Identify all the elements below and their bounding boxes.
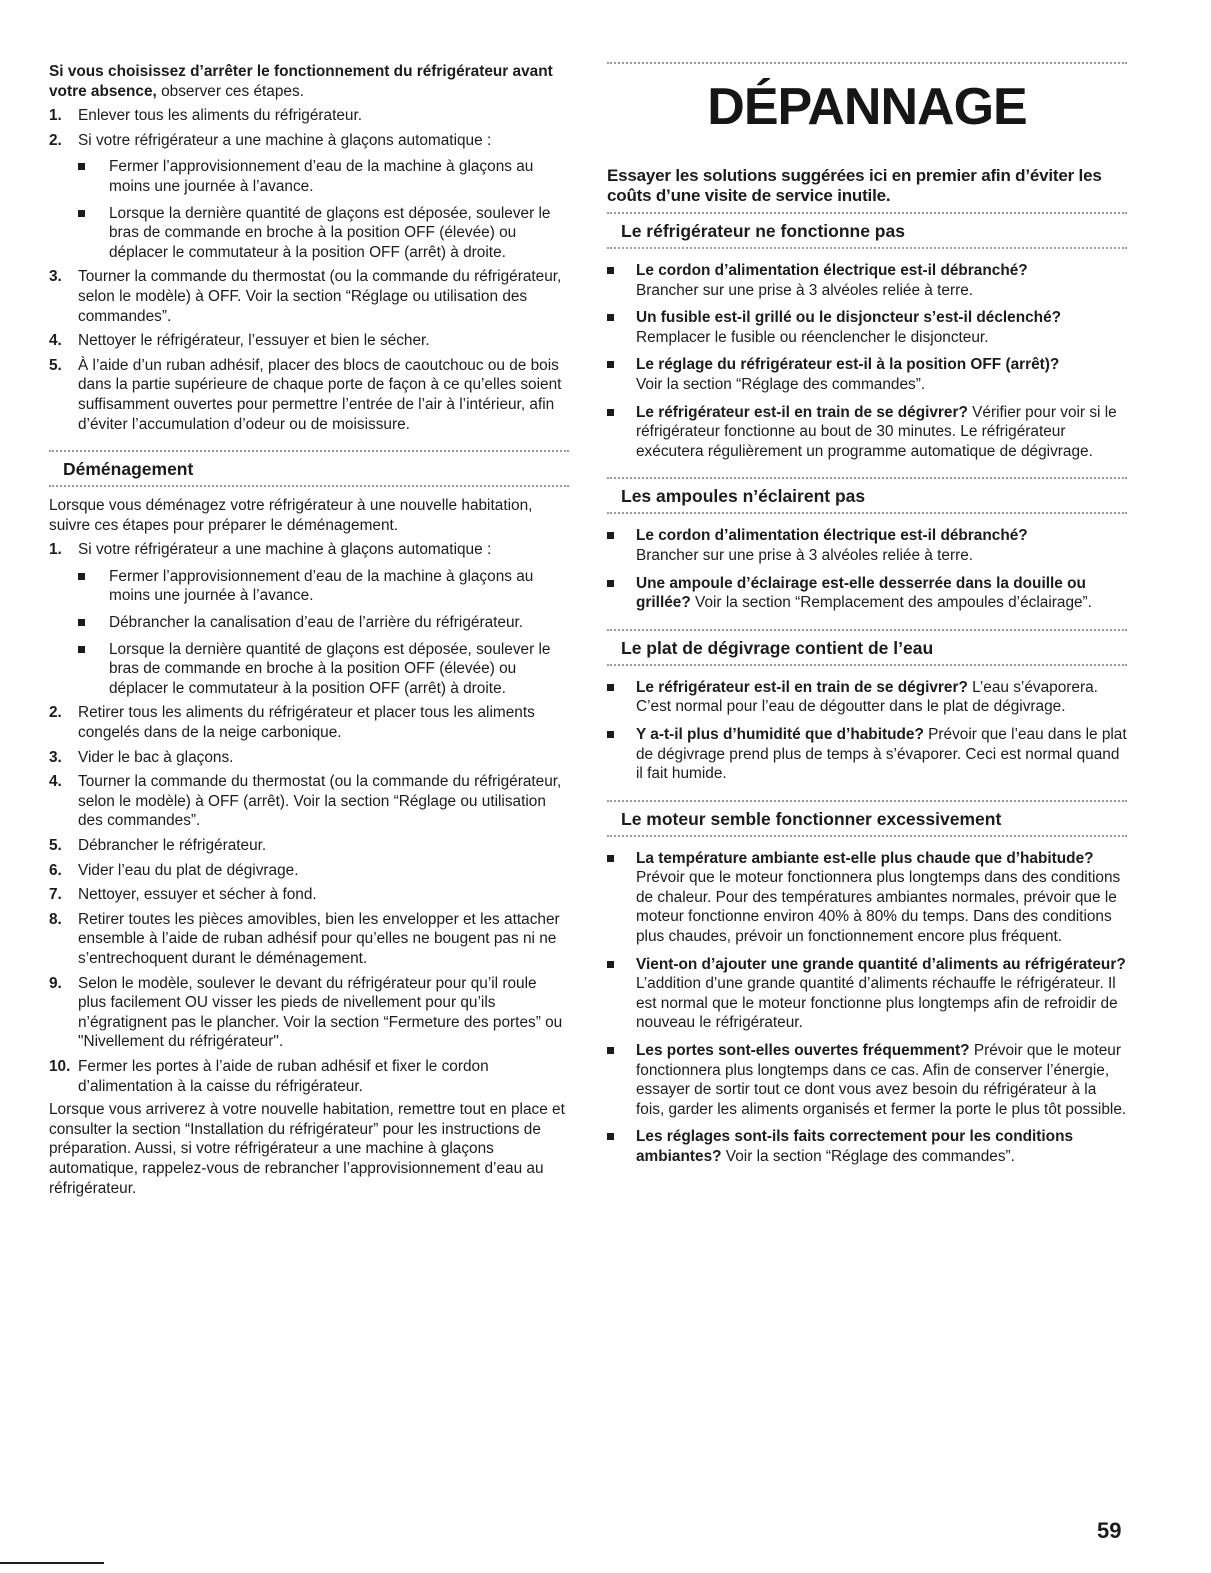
bullet-square bbox=[607, 532, 614, 539]
numbered-step bbox=[49, 331, 569, 351]
step-text: Débrancher le réfrigérateur. bbox=[78, 837, 267, 854]
question-text: Le réfrigérateur est-il en train de se dégivrer? bbox=[636, 403, 968, 421]
step-number: 9. bbox=[49, 974, 62, 992]
troubleshooting-item bbox=[607, 725, 1127, 784]
left-column bbox=[49, 62, 569, 1198]
numbered-step bbox=[49, 974, 569, 1052]
numbered-step bbox=[49, 540, 569, 698]
step-number: 4. bbox=[49, 773, 62, 791]
step-text: À l’aide d’un ruban adhésif, placer des blocs de caoutchouc ou de bois dans la partie supérieure de chaque porte de façon à ce qu’elles soient suffisamment ouvertes pour permettre l’entrée de l’air à l’intérieur, afin d’éviter l’accumulation d’odeur ou de moisissure. bbox=[78, 356, 562, 433]
bullet-square bbox=[607, 314, 614, 321]
bullet-square bbox=[607, 409, 614, 416]
bullet-square bbox=[607, 580, 614, 587]
answer-text: Prévoir que l’eau dans le plat de dégivrage prend plus de temps à s’évaporer. Ceci est normal quand il fait humide. bbox=[636, 725, 1127, 783]
step-number: 2. bbox=[49, 131, 62, 149]
question-text: Vient-on d’ajouter une grande quantité d’aliments au réfrigérateur? bbox=[636, 955, 1126, 973]
step-number: 8. bbox=[49, 910, 62, 928]
step-number: 1. bbox=[49, 541, 62, 559]
bullet-square bbox=[607, 1133, 614, 1140]
section-divider bbox=[607, 512, 1127, 514]
answer-text: Brancher sur une prise à 3 alvéoles reliée à terre. bbox=[636, 281, 974, 299]
bullet-square bbox=[607, 1047, 614, 1054]
question-text: Les portes sont-elles ouvertes fréquemment? bbox=[636, 1042, 970, 1060]
step-number: 2. bbox=[49, 704, 62, 722]
moving-section-title: Déménagement bbox=[63, 459, 194, 480]
step-number: 10. bbox=[49, 1057, 71, 1075]
step-number: 4. bbox=[49, 332, 62, 350]
troubleshooting-item bbox=[607, 955, 1127, 1033]
sub-list-item: Fermer l’approvisionnement d’eau de la machine à glaçons au moins une journée à l’avance. bbox=[78, 567, 569, 606]
numbered-step bbox=[49, 131, 569, 263]
question-text: Un fusible est-il grillé ou le disjoncteur s’est-il déclenché? bbox=[636, 309, 1062, 327]
numbered-step bbox=[49, 885, 569, 905]
step-text: Vider le bac à glaçons. bbox=[78, 748, 234, 766]
bullet-square bbox=[607, 855, 614, 862]
sub-list-item: Débrancher la canalisation d’eau de l’arrière du réfrigérateur. bbox=[78, 613, 569, 633]
numbered-step bbox=[49, 910, 569, 969]
step-text: Nettoyer le réfrigérateur, l’essuyer et bien le sécher. bbox=[78, 332, 430, 350]
question-text: Le cordon d’alimentation électrique est-il débranché? bbox=[636, 527, 1028, 545]
troubleshooting-item bbox=[607, 1041, 1127, 1119]
question-text: Y a-t-il plus d’humidité que d’habitude? bbox=[636, 725, 924, 743]
section-divider bbox=[607, 664, 1127, 666]
answer-text: L’addition d’une grande quantité d’aliments réchauffe le réfrigérateur. Il est normal que le moteur fonctionne plus longtemps afin de refroidir de nouveau le réfrigérateur. bbox=[636, 975, 1118, 1032]
question-text: Le réfrigérateur est-il en train de se dégivrer? bbox=[636, 678, 968, 696]
numbered-step bbox=[49, 772, 569, 831]
step-text: Selon le modèle, soulever le devant du réfrigérateur pour qu’il roule plus facilement OU visser les pieds de nivellement pour qu’ils n’égratignent pas le plancher. Voir la section “Fermeture des portes” ou "Nivellement du réfrigérateur". bbox=[78, 974, 563, 1051]
question-text: La température ambiante est-elle plus chaude que d’habitude? bbox=[636, 849, 1094, 867]
step-text: Vider l’eau du plat de dégivrage. bbox=[78, 861, 299, 879]
step-number: 1. bbox=[49, 107, 62, 125]
section-title: Les ampoules n’éclairent pas bbox=[621, 486, 866, 507]
sub-list-item: Lorsque la dernière quantité de glaçons est déposée, soulever le bras de commande en broche à la position OFF (élevée) ou déplacer le commutateur à la position OFF (arrêt) à droite. bbox=[78, 640, 569, 699]
troubleshooting-item bbox=[607, 355, 1127, 394]
bullet-square bbox=[607, 267, 614, 274]
sub-list-item: Fermer l’approvisionnement d’eau de la machine à glaçons au moins une journée à l’avance. bbox=[78, 157, 569, 196]
troubleshooting-item bbox=[607, 574, 1127, 613]
numbered-step bbox=[49, 356, 569, 434]
section-title: Le plat de dégivrage contient de l’eau bbox=[621, 637, 934, 658]
absence-intro-bold: Si vous choisissez d’arrêter le fonctionnement du réfrigérateur avant votre absence, bbox=[49, 63, 553, 100]
page-title: DÉPANNAGE bbox=[707, 78, 1027, 136]
bullet-square bbox=[607, 361, 614, 368]
numbered-step bbox=[49, 748, 569, 768]
step-text: Si votre réfrigérateur a une machine à glaçons automatique : bbox=[78, 541, 492, 559]
troubleshooting-sections bbox=[607, 212, 1127, 1167]
moving-closing: Lorsque vous arriverez à votre nouvelle habitation, remettre tout en place et consulter la section “Installation du réfrigérateur” pour les instructions de préparation. Aussi, si votre réfrigérateur a une machine à glaçons automatique, rappelez-vous de rebrancher l’approvisionnement d’eau au réfrigérateur. bbox=[49, 1101, 565, 1197]
bullet-square bbox=[607, 684, 614, 691]
right-column bbox=[607, 62, 1127, 1167]
step-text: Tourner la commande du thermostat (ou la commande du réfrigérateur, selon le modèle) à OFF. Voir la section “Réglage ou utilisation des commandes”. bbox=[78, 268, 562, 325]
step-text: Si votre réfrigérateur a une machine à glaçons automatique : bbox=[78, 131, 492, 149]
sub-list bbox=[78, 567, 569, 699]
troubleshooting-item bbox=[607, 678, 1127, 717]
troubleshooting-item bbox=[607, 1127, 1127, 1166]
answer-text: Voir la section “Remplacement des ampoules d’éclairage”. bbox=[690, 594, 1092, 612]
step-text: Enlever tous les aliments du réfrigérateur. bbox=[78, 107, 363, 125]
section-title: Le moteur semble fonctionner excessivement bbox=[621, 808, 1002, 829]
absence-intro bbox=[49, 62, 569, 101]
troubleshooting-item bbox=[607, 403, 1127, 462]
section-divider bbox=[607, 247, 1127, 249]
section-title: Le réfrigérateur ne fonctionne pas bbox=[621, 221, 905, 241]
step-number: 3. bbox=[49, 268, 62, 286]
answer-text: Remplacer le fusible ou réenclencher le disjoncteur. bbox=[636, 328, 989, 346]
heading-top-divider bbox=[607, 62, 1127, 64]
troubleshooting-item bbox=[607, 308, 1127, 347]
troubleshooting-item bbox=[607, 849, 1127, 947]
step-text: Retirer tous les aliments du réfrigérateur et placer tous les aliments congelés dans de la neige carbonique. bbox=[78, 704, 535, 742]
sub-list bbox=[78, 157, 569, 262]
answer-text: Prévoir que le moteur fonctionnera plus longtemps dans des conditions de chaleur. Pour des températures ambiantes normales, prévoir que le moteur fonctionne environ 40% à 80% du temps. Dans des conditions plus chaudes, prévoir un fonctionnement encore plus fréquent. bbox=[636, 869, 1121, 946]
section-divider bbox=[607, 835, 1127, 837]
absence-steps bbox=[49, 106, 569, 434]
moving-steps bbox=[49, 540, 569, 1096]
step-text: Retirer toutes les pièces amovibles, bien les envelopper et les attacher ensemble à l’aide de ruban adhésif pour qu’elles ne bougent pas ni ne s’entrechoquent durant le déménagement. bbox=[78, 910, 560, 967]
numbered-step bbox=[49, 861, 569, 881]
answer-text: Vérifier pour voir si le réfrigérateur fonctionne au bout de 30 minutes. Le réfrigérateur exécutera régulièrement un programme automatique de dégivrage. bbox=[636, 403, 1117, 460]
numbered-step bbox=[49, 1057, 569, 1096]
answer-text: Voir la section “Réglage des commandes”. bbox=[721, 1148, 1015, 1165]
answer-text: Voir la section “Réglage des commandes”. bbox=[636, 375, 926, 393]
step-text: Nettoyer, essuyer et sécher à fond. bbox=[78, 886, 317, 904]
moving-intro: Lorsque vous déménagez votre réfrigérateur à une nouvelle habitation, suivre ces étapes pour préparer le déménagement. bbox=[49, 497, 533, 534]
troubleshooting-intro: Essayer les solutions suggérées ici en premier afin d’éviter les coûts d’une visite de service inutile. bbox=[607, 166, 1102, 205]
answer-text: Prévoir que le moteur fonctionnera plus longtemps dans ce cas. Afin de conserver l’énergie, essayer de sortir tout ce dont vous avez besoin du réfrigérateur à la fois, garder les aliments organisés et fermer la porte le plus tôt possible. bbox=[636, 1042, 1127, 1118]
bullet-square bbox=[607, 731, 614, 738]
numbered-step bbox=[49, 836, 569, 856]
absence-intro-normal: observer ces étapes. bbox=[156, 82, 304, 100]
step-text: Fermer les portes à l’aide de ruban adhésif et fixer le cordon d’alimentation à la caisse du réfrigérateur. bbox=[78, 1057, 489, 1095]
sub-list-item: Lorsque la dernière quantité de glaçons est déposée, soulever le bras de commande en broche à la position OFF (élevée) ou déplacer le commutateur à la position OFF (arrêt) à droite. bbox=[78, 204, 569, 263]
step-number: 7. bbox=[49, 886, 62, 904]
step-number: 6. bbox=[49, 861, 62, 879]
step-number: 5. bbox=[49, 837, 62, 854]
answer-text: Brancher sur une prise à 3 alvéoles reliée à terre. bbox=[636, 546, 974, 564]
numbered-step bbox=[49, 106, 569, 126]
answer-text: L’eau s’évaporera. C’est normal pour l’eau de dégoutter dans le plat de dégivrage. bbox=[636, 678, 1098, 716]
numbered-step bbox=[49, 703, 569, 742]
step-number: 3. bbox=[49, 748, 62, 766]
page-number: 59 bbox=[1097, 1518, 1122, 1543]
question-text: Une ampoule d’éclairage est-elle desserrée dans la douille ou grillée? bbox=[636, 574, 1086, 612]
step-text: Tourner la commande du thermostat (ou la commande du réfrigérateur, selon le modèle) à OFF (arrêt). Voir la section “Réglage ou utilisation des commandes”. bbox=[78, 773, 562, 830]
question-text: Les réglages sont-ils faits correctement pour les conditions ambiantes? bbox=[636, 1128, 1074, 1165]
question-text: Le cordon d’alimentation électrique est-il débranché? bbox=[636, 262, 1028, 279]
troubleshooting-item bbox=[607, 526, 1127, 565]
section-divider bbox=[49, 485, 569, 487]
step-number: 5. bbox=[49, 356, 62, 374]
footer-rule bbox=[0, 1562, 104, 1564]
bullet-square bbox=[607, 961, 614, 968]
troubleshooting-item bbox=[607, 261, 1127, 300]
numbered-step bbox=[49, 267, 569, 326]
question-text: Le réglage du réfrigérateur est-il à la position OFF (arrêt)? bbox=[636, 356, 1060, 374]
